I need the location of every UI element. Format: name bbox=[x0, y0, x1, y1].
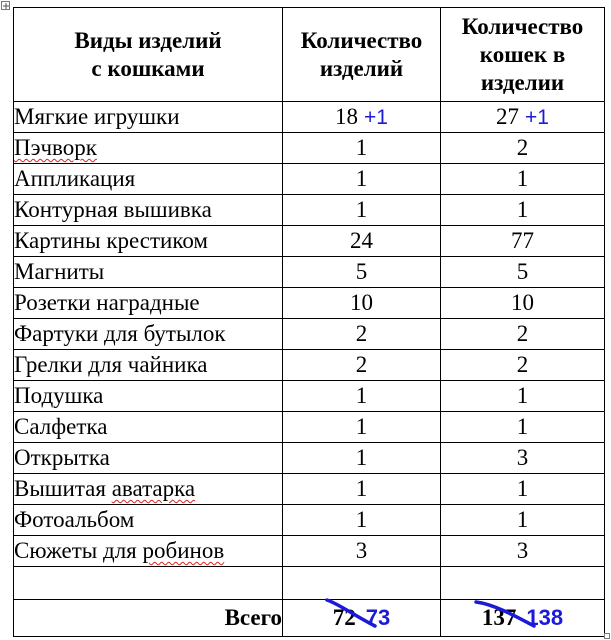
cats-value: 2 bbox=[516, 352, 529, 377]
cats-count bbox=[441, 443, 605, 474]
total-row bbox=[14, 600, 605, 637]
empty-cell bbox=[14, 567, 283, 600]
cats-count bbox=[441, 536, 605, 567]
items-value: 2 bbox=[355, 352, 368, 377]
total-items bbox=[333, 604, 356, 632]
product-name: Картины крестиком bbox=[14, 226, 283, 257]
items-value: 24 bbox=[350, 228, 373, 253]
items-value: 1 bbox=[355, 414, 368, 439]
table-row bbox=[14, 195, 605, 226]
product-name: Сюжеты для робинов bbox=[14, 536, 283, 567]
table-row bbox=[14, 102, 605, 133]
table-row bbox=[14, 505, 605, 536]
items-value: 5 bbox=[355, 259, 368, 284]
table-row bbox=[14, 319, 605, 350]
cats-products-table bbox=[13, 7, 605, 637]
items-count bbox=[283, 102, 441, 133]
items-count bbox=[283, 226, 441, 257]
cats-value: 3 bbox=[516, 538, 529, 563]
empty-cell bbox=[283, 567, 441, 600]
cats-value: 2 bbox=[516, 135, 529, 160]
header-line: изделий bbox=[319, 55, 404, 81]
items-value: 10 bbox=[350, 290, 373, 315]
items-count bbox=[283, 536, 441, 567]
empty-cell bbox=[441, 567, 605, 600]
items-value: 1 bbox=[355, 135, 368, 160]
cats-value: 3 bbox=[516, 445, 529, 470]
items-value: 1 bbox=[355, 197, 368, 222]
total-cats-old: 137 bbox=[481, 605, 517, 630]
header-line: Количество bbox=[461, 13, 584, 39]
product-name: Открытка bbox=[14, 443, 283, 474]
items-count bbox=[283, 381, 441, 412]
cats-value: 5 bbox=[516, 259, 529, 284]
product-name: Фартуки для бутылок bbox=[14, 319, 283, 350]
table-resize-handle-icon[interactable] bbox=[604, 633, 610, 639]
total-cats bbox=[482, 604, 517, 632]
cats-count bbox=[441, 164, 605, 195]
cats-count bbox=[441, 226, 605, 257]
table-row bbox=[14, 288, 605, 319]
items-count bbox=[283, 412, 441, 443]
header-line: кошек в bbox=[479, 41, 566, 67]
items-value: 1 bbox=[355, 166, 368, 191]
items-count bbox=[283, 133, 441, 164]
product-name: Мягкие игрушки bbox=[14, 102, 283, 133]
items-count bbox=[283, 443, 441, 474]
total-cats-new: 138 bbox=[526, 605, 564, 630]
table-header bbox=[14, 8, 605, 102]
product-name: Фотоальбом bbox=[14, 505, 283, 536]
empty-row bbox=[14, 567, 605, 600]
table-row bbox=[14, 474, 605, 505]
table-row bbox=[14, 381, 605, 412]
cats-count bbox=[441, 350, 605, 381]
table-move-handle-icon[interactable] bbox=[1, 1, 10, 10]
table-row bbox=[14, 164, 605, 195]
strikethrough-mark bbox=[325, 596, 381, 632]
items-value: 1 bbox=[355, 476, 368, 501]
cats-value: 1 bbox=[516, 507, 529, 532]
items-value: 2 bbox=[355, 321, 368, 346]
items-count bbox=[283, 350, 441, 381]
table-row bbox=[14, 536, 605, 567]
table-body bbox=[14, 102, 605, 567]
product-name: Пэчворк bbox=[14, 133, 283, 164]
cats-count bbox=[441, 474, 605, 505]
cats-count bbox=[441, 257, 605, 288]
items-value: 1 bbox=[355, 445, 368, 470]
cats-count bbox=[441, 102, 605, 133]
table-row bbox=[14, 133, 605, 164]
product-name: Грелки для чайника bbox=[14, 350, 283, 381]
items-count bbox=[283, 195, 441, 226]
product-name: Подушка bbox=[14, 381, 283, 412]
strikethrough-mark bbox=[474, 596, 540, 632]
total-cats-cell bbox=[441, 600, 605, 637]
header-line: Количество bbox=[300, 27, 423, 53]
items-value: 1 bbox=[355, 507, 368, 532]
product-name: Контурная вышивка bbox=[14, 195, 283, 226]
total-items-new: 73 bbox=[365, 605, 391, 630]
total-label: Всего bbox=[14, 600, 283, 637]
cats-count bbox=[441, 505, 605, 536]
product-name: Розетки наградные bbox=[14, 288, 283, 319]
cats-count bbox=[441, 319, 605, 350]
cats-value: 10 bbox=[511, 290, 534, 315]
table-row bbox=[14, 443, 605, 474]
items-value: 3 bbox=[355, 538, 368, 563]
added-annotation: +1 bbox=[364, 105, 388, 129]
cats-count bbox=[441, 381, 605, 412]
header-product-type bbox=[14, 8, 283, 102]
items-count bbox=[283, 257, 441, 288]
header-line: Виды изделий bbox=[74, 27, 222, 53]
items-value: 1 bbox=[355, 383, 368, 408]
total-items-old: 72 bbox=[332, 605, 356, 630]
cats-value: 27 bbox=[496, 103, 520, 129]
product-name: Вышитая аватарка bbox=[14, 474, 283, 505]
header-cats-count bbox=[441, 8, 605, 102]
items-value: 18 bbox=[335, 103, 359, 129]
header-line: изделии bbox=[480, 69, 565, 95]
items-count bbox=[283, 164, 441, 195]
product-name: Магниты bbox=[14, 257, 283, 288]
items-count bbox=[283, 288, 441, 319]
cats-count bbox=[441, 412, 605, 443]
cats-value: 1 bbox=[516, 383, 529, 408]
items-count bbox=[283, 474, 441, 505]
cats-value: 1 bbox=[516, 197, 529, 222]
table-row bbox=[14, 350, 605, 381]
items-count bbox=[283, 505, 441, 536]
cats-value: 1 bbox=[516, 166, 529, 191]
cats-value: 1 bbox=[516, 476, 529, 501]
header-items-count bbox=[283, 8, 441, 102]
items-count bbox=[283, 319, 441, 350]
table-row bbox=[14, 257, 605, 288]
table-row bbox=[14, 412, 605, 443]
cats-value: 2 bbox=[516, 321, 529, 346]
cats-value: 77 bbox=[511, 228, 534, 253]
table-row bbox=[14, 226, 605, 257]
header-line: с кошками bbox=[91, 55, 205, 81]
cats-value: 1 bbox=[516, 414, 529, 439]
added-annotation: +1 bbox=[525, 105, 549, 129]
cats-count bbox=[441, 288, 605, 319]
product-name: Аппликация bbox=[14, 164, 283, 195]
total-items-cell bbox=[283, 600, 441, 637]
cats-count bbox=[441, 133, 605, 164]
cats-count bbox=[441, 195, 605, 226]
product-name: Салфетка bbox=[14, 412, 283, 443]
